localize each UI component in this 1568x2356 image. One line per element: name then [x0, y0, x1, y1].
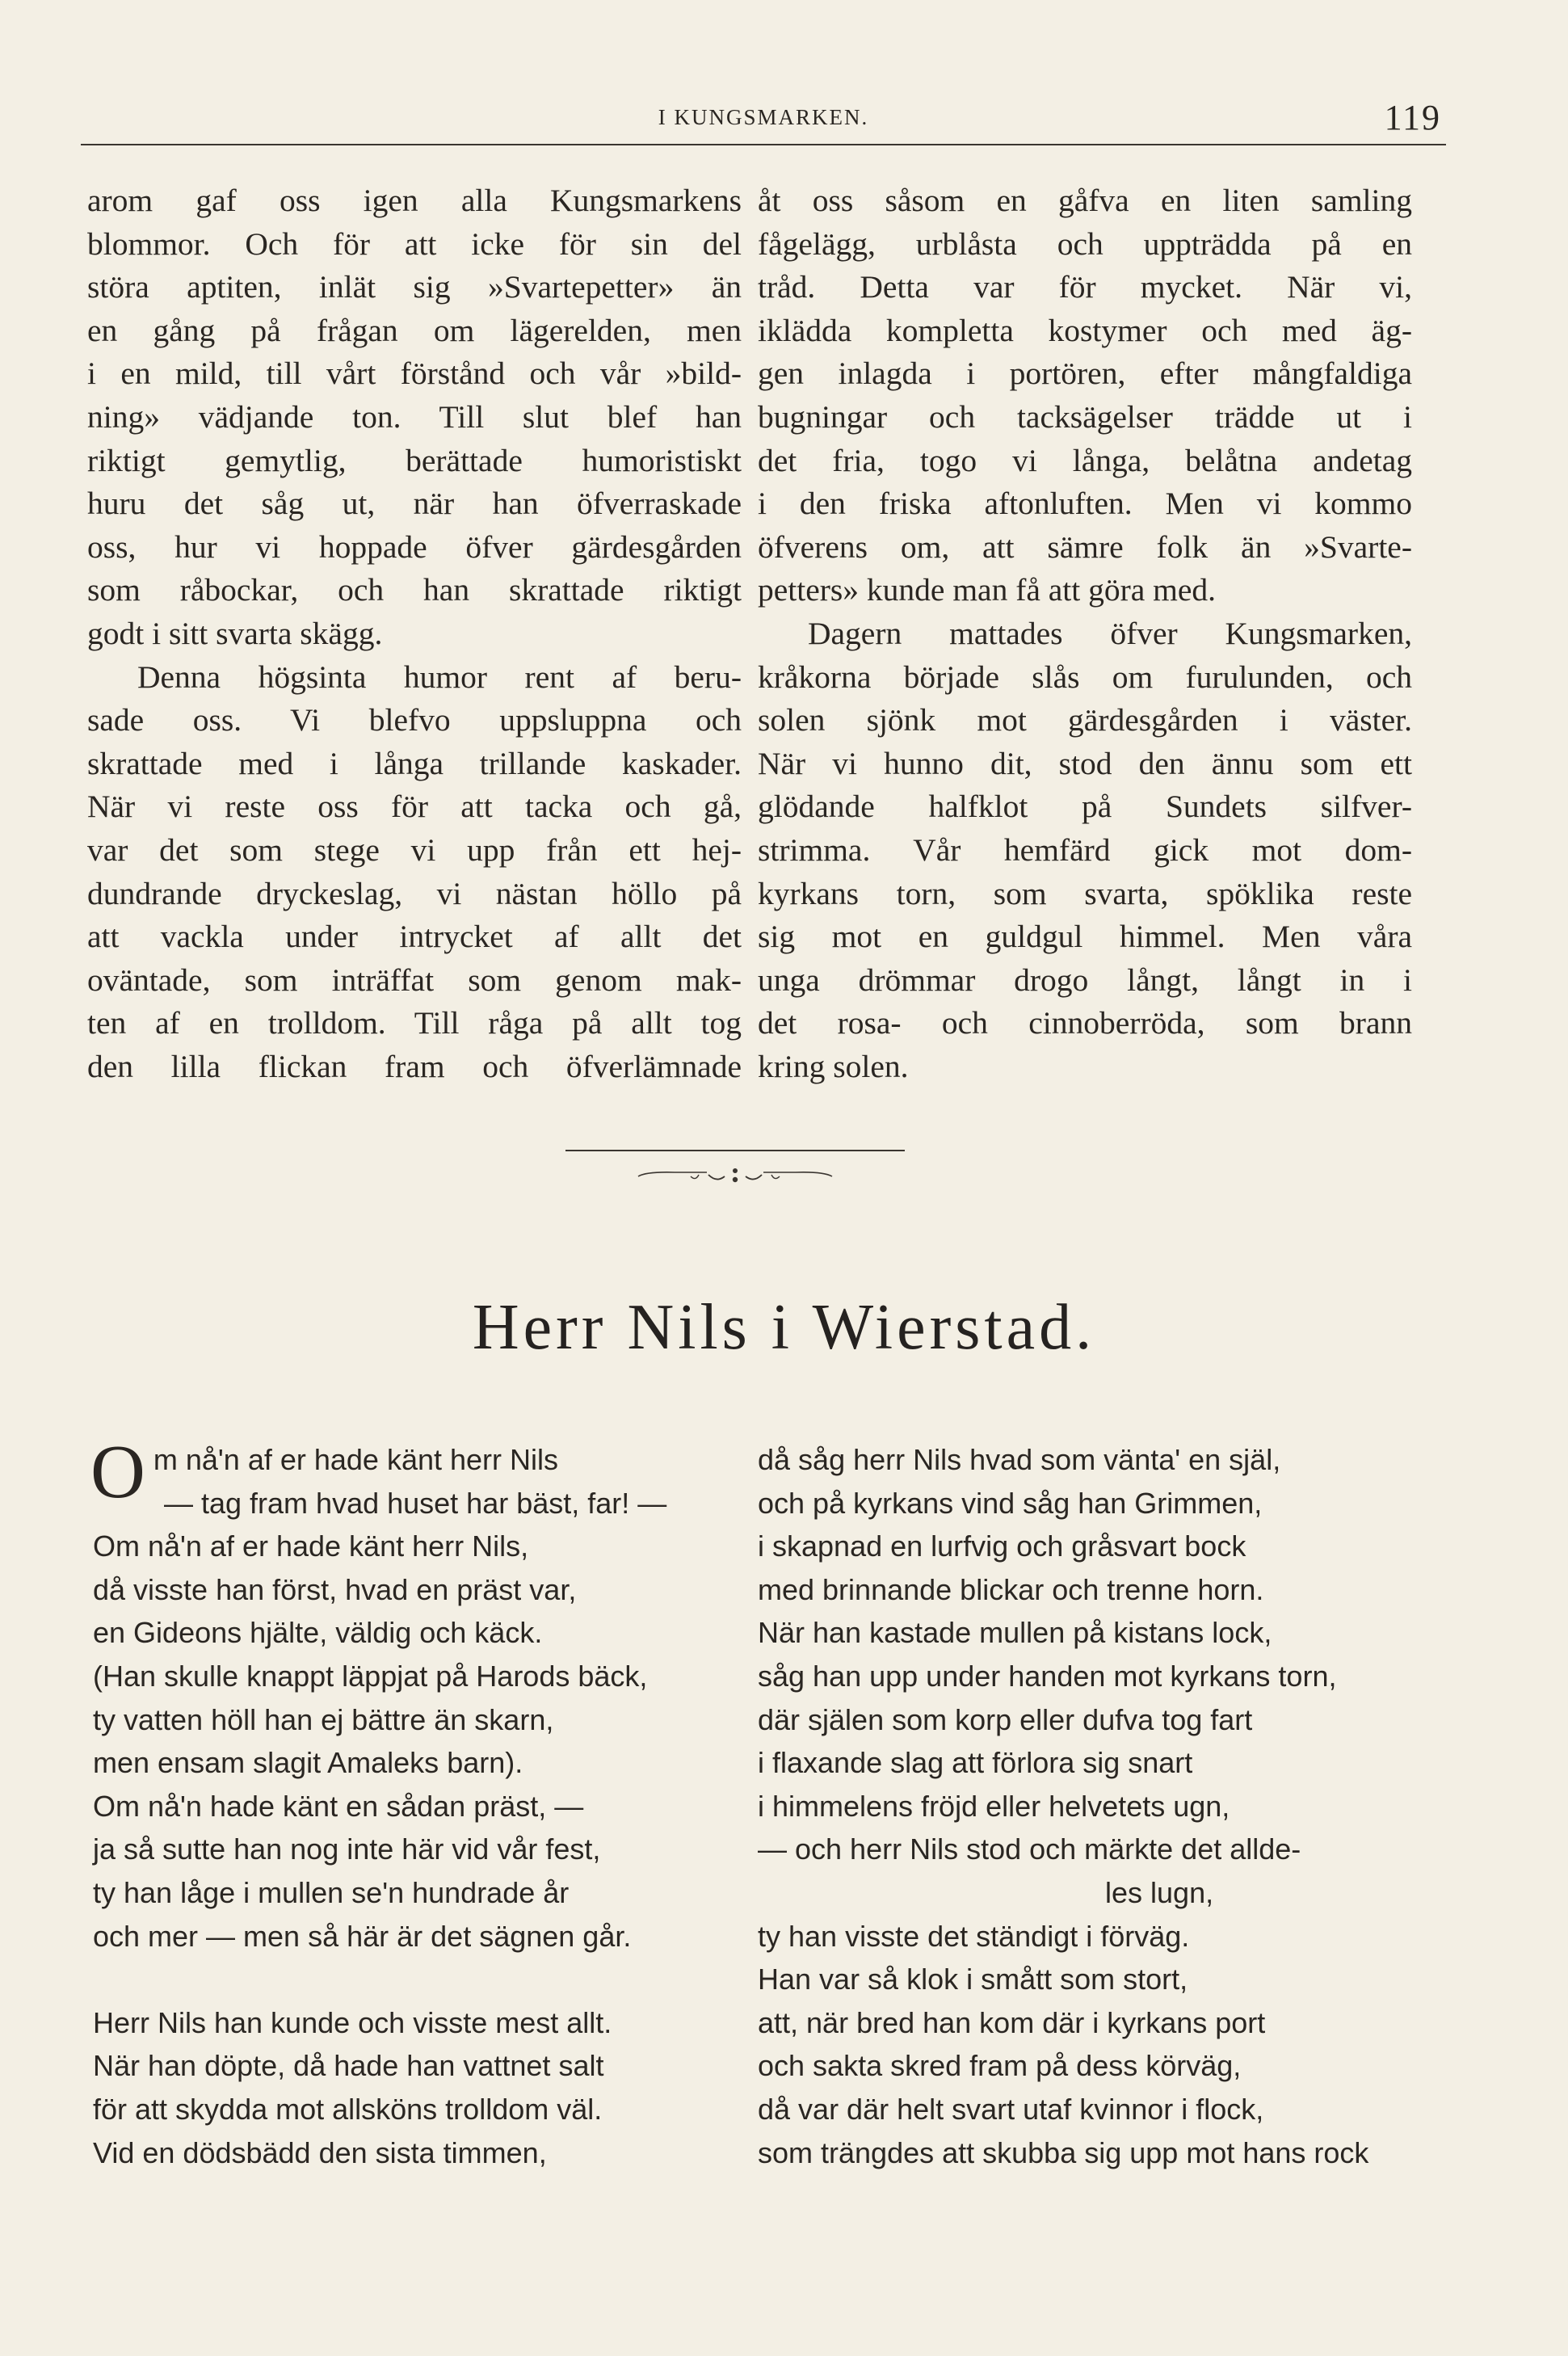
text-line: När vi reste oss för att tacka och gå, [87, 789, 742, 825]
text-line: petters» kunde man få att göra med. [758, 572, 1217, 608]
poem-line: i flaxande slag att förlora sig snart [758, 1746, 1193, 1780]
text-line: i en mild, till vårt förstånd och vår »bild- [87, 356, 742, 392]
poem-line: och sakta skred fram på dess körväg, [758, 2049, 1242, 2083]
text-line: dundrande dryckeslag, vi nästan höllo på [87, 875, 742, 911]
text-line: ning» vädjande ton. Till slut blef han [87, 398, 742, 435]
text-line: den lilla flickan fram och öfverlämnade [87, 1048, 742, 1084]
page-number: 119 [1384, 98, 1441, 137]
poem-line: — tag fram hvad huset har bäst, far! — [164, 1486, 667, 1520]
text-line: en gång på frågan om lägerelden, men [87, 312, 742, 348]
text-line: sade oss. Vi blefvo uppsluppna och [87, 702, 742, 738]
text-line: När vi hunno dit, stod den ännu som ett [758, 745, 1412, 781]
running-header [81, 98, 1446, 145]
poem-line: i himmelens fröjd eller helvetets ugn, [758, 1789, 1230, 1823]
poem-line: i skapnad en lurfvig och gråsvart bock [758, 1529, 1246, 1563]
text-line: störa aptiten, inlät sig »Svartepetter» än [87, 269, 742, 305]
poem-line: ty vatten höll han ej bättre än skarn, [93, 1702, 554, 1736]
text-line: gen inlagda i portören, efter mångfaldiga [758, 356, 1412, 392]
running-title: I KUNGSMARKEN. [658, 105, 869, 129]
poem-line: ty han visste det ständigt i förväg. [758, 1919, 1190, 1953]
poem-line: då var där helt svart utaf kvinnor i flock, [758, 2092, 1264, 2126]
text-line: öfverens om, att sämre folk än »Svarte- [758, 528, 1412, 565]
text-line: ten af en trolldom. Till råga på allt tog [87, 1005, 742, 1041]
poem-column-right [758, 1438, 1436, 2174]
text-line: sig mot en guldgul himmel. Men våra [758, 919, 1412, 955]
poem-line: med brinnande blickar och trenne horn. [758, 1572, 1264, 1606]
text-line: som råbockar, och han skrattade riktigt [87, 572, 742, 608]
drop-cap: O [90, 1430, 145, 1514]
poem-line: då såg herr Nils hvad som vänta' en själ, [758, 1443, 1281, 1476]
poem-line: men ensam slagit Amaleks barn). [93, 1746, 523, 1780]
poem-line: — och herr Nils stod och märkte det allde- [758, 1832, 1301, 1866]
text-line: var det som stege vi upp från ett hej- [87, 831, 742, 868]
poem-line: och mer — men så här är det sägnen går. [93, 1919, 632, 1953]
text-line: att vackla under intrycket af allt det [87, 919, 742, 955]
stanza-break [93, 1958, 771, 2001]
poem-line: där själen som korp eller dufva tog fart [758, 1702, 1253, 1736]
poem-line: en Gideons hjälte, väldig och käck. [93, 1616, 543, 1650]
text-line: blommor. Och för att icke för sin del [87, 225, 742, 262]
poem-line: m nå'n af er hade känt herr Nils [153, 1443, 559, 1476]
poem-line: Om nå'n af er hade känt herr Nils, [93, 1529, 529, 1563]
text-line: det rosa- och cinnoberröda, som brann [758, 1005, 1412, 1041]
poem-line: och på kyrkans vind såg han Grimmen, [758, 1486, 1263, 1520]
text-line: det fria, togo vi långa, belåtna andetag [758, 442, 1412, 478]
poem-line: Han var så klok i smått som stort, [758, 1963, 1188, 1996]
text-line: tråd. Detta var för mycket. När vi, [758, 269, 1412, 305]
poem-column-left [90, 1430, 771, 2174]
text-line: godt i sitt svarta skägg. [87, 615, 383, 651]
poem-line: ja så sutte han nog inte här vid vår fest, [93, 1832, 601, 1866]
prose-column-right [758, 179, 1412, 1088]
text-line: skrattade med i långa trillande kaskader. [87, 745, 742, 781]
text-line: Denna högsinta humor rent af beru- [137, 658, 742, 695]
text-line: unga drömmar drogo långt, långt in i [758, 961, 1412, 998]
poem-line: Herr Nils han kunde och visste mest allt. [93, 2005, 612, 2039]
poem-line: såg han upp under handen mot kyrkans torn, [758, 1659, 1337, 1693]
text-line: kråkorna började slås om furulunden, och [758, 658, 1412, 695]
poem-line: för att skydda mot allsköns trolldom väl. [93, 2092, 603, 2126]
text-line: kyrkans torn, som svarta, spöklika reste [758, 875, 1412, 911]
text-line: oväntade, som inträffat som genom mak- [87, 961, 742, 998]
poem-line: då visste han först, hvad en präst var, [93, 1572, 577, 1606]
poem-line: När han döpte, då hade han vattnet salt [93, 2049, 604, 2083]
text-line: huru det såg ut, när han öfverraskade [87, 486, 742, 522]
text-line: oss, hur vi hoppade öfver gärdesgården [87, 528, 742, 565]
poem-line: När han kastade mullen på kistans lock, [758, 1616, 1272, 1650]
text-line: i den friska aftonluften. Men vi kommo [758, 486, 1412, 522]
poem-line: (Han skulle knappt läppjat på Harods bäck, [93, 1659, 648, 1693]
text-line: riktigt gemytlig, berättade humoristiskt [87, 442, 742, 478]
text-line: Dagern mattades öfver Kungsmarken, [808, 615, 1412, 651]
text-line: iklädda kompletta kostymer och med äg- [758, 312, 1412, 348]
text-line: bugningar och tacksägelser trädde ut i [758, 398, 1412, 435]
poem-title: Herr Nils i Wierstad. [472, 1292, 1096, 1363]
poem-line: ty han låge i mullen se'n hundrade år [93, 1875, 570, 1909]
text-line: solen sjönk mot gärdesgården i väster. [758, 702, 1412, 738]
poem-line: Om nå'n hade känt en sådan präst, — [93, 1789, 584, 1823]
text-line: strimma. Vår hemfärd gick mot dom- [758, 831, 1412, 868]
prose-column-left [87, 179, 742, 1088]
poem-line: att, när bred han kom där i kyrkans port [758, 2005, 1266, 2039]
poem-line: som trängdes att skubba sig upp mot hans rock [758, 2135, 1369, 2169]
text-line: fågelägg, urblåsta och uppträdda på en [758, 225, 1412, 262]
section-divider-ornament [561, 1146, 909, 1196]
text-line: åt oss såsom en gåfva en liten samling [758, 183, 1412, 218]
text-line: arom gaf oss igen alla Kungsmarkens [87, 183, 742, 218]
poem-line: Vid en dödsbädd den sista timmen, [93, 2135, 547, 2169]
text-line: kring solen. [758, 1048, 909, 1084]
text-line: glödande halfklot på Sundets silfver- [758, 789, 1412, 825]
poem-line: les lugn, [1105, 1875, 1214, 1909]
